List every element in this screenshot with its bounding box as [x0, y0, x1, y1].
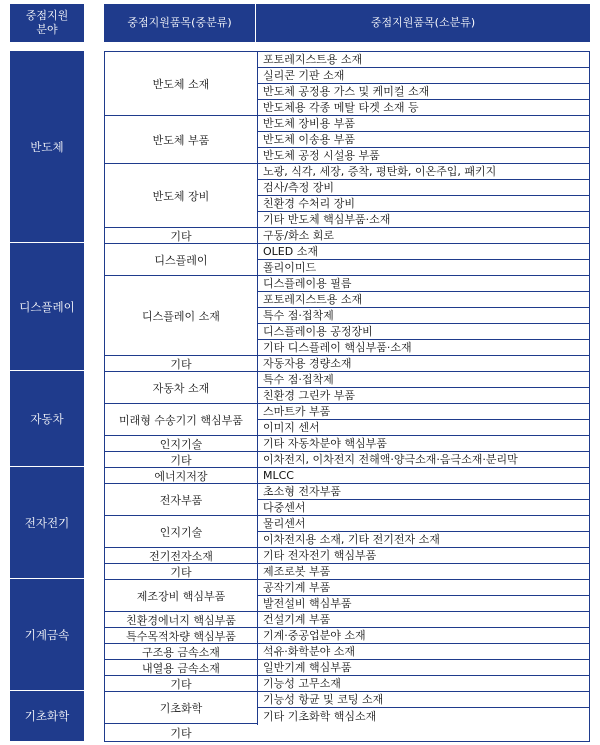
mid-cell: 내열용 금속소재: [105, 660, 257, 676]
sub-item: 제조로봇 부품: [257, 564, 589, 580]
field-label: 디스플레이: [19, 299, 75, 314]
field-cell-automobile: [10, 371, 84, 466]
mid-cell: 전기전자소재: [105, 548, 257, 564]
field-label: 반도체: [30, 139, 64, 154]
sub-item: 기계·중공업분야 소재: [257, 628, 589, 644]
sub-item: OLED 소재: [257, 244, 589, 260]
mid-cell: 자동차 소재: [105, 372, 257, 404]
field-cell-electronics: [10, 467, 84, 578]
field-label: 기초화학: [24, 709, 70, 723]
sub-item: 발전설비 핵심부품: [257, 596, 589, 612]
mid-cell: 기타: [105, 676, 257, 692]
sub-item: 공작기계 부품: [257, 580, 589, 596]
header-mid-label: 중점지원품목(중분류): [127, 16, 232, 30]
mid-cell: 구조용 금속소재: [105, 644, 257, 660]
mid-cell: 디스플레이 소재: [105, 276, 257, 356]
mid-cell: 기타: [105, 356, 257, 372]
sub-item: 친환경 수처리 장비: [257, 196, 589, 212]
sub-item: 기타 자동차분야 핵심부품: [257, 436, 589, 452]
sub-item: MLCC: [257, 468, 589, 484]
field-label: 자동차: [30, 411, 64, 426]
sub-item: 기타 기초화학 핵심소재: [257, 708, 589, 725]
sub-item: 기타 반도체 핵심부품·소재: [257, 212, 589, 228]
mid-cell: 디스플레이: [105, 244, 257, 276]
header-sub-label: 중점지원품목(소분류): [370, 16, 476, 30]
sub-item: 포토레지스트용 소재: [257, 292, 589, 308]
mid-cell: 기타: [170, 726, 192, 740]
sub-item: 노광, 식각, 세장, 증착, 평탄화, 이온주입, 패키지: [257, 164, 589, 180]
mid-cell: 에너지저장: [105, 468, 257, 484]
sub-item: 석유·화학분야 소재: [257, 644, 589, 660]
sub-item: 디스플레이용 공정장비: [257, 324, 589, 340]
sub-item: 구동/화소 회로: [257, 228, 589, 244]
mid-cell: 반도체 장비: [105, 164, 257, 228]
sub-item: 일반기계 핵심부품: [257, 660, 589, 676]
mid-cell: 기초화학: [105, 692, 257, 724]
sub-item: 친환경 그린카 부품: [257, 388, 589, 404]
field-cell-machinery: [10, 579, 84, 690]
sub-item: 특수 점·접착제: [257, 308, 589, 324]
sub-item: 자동자용 경량소재: [257, 356, 589, 372]
sub-item: 건설기계 부품: [257, 612, 589, 628]
field-cell-semiconductor: [10, 51, 84, 242]
sub-item: 반도체 이송용 부품: [257, 132, 589, 148]
mid-cell: 미래형 수송기기 핵심부품: [105, 404, 257, 436]
sub-item: 기타 전자전기 핵심부품: [257, 548, 589, 564]
mid-cell: 인지기술: [105, 436, 257, 452]
sub-item: 이차전지용 소재, 기타 전기전자 소재: [257, 532, 589, 548]
sub-item: 검사/측정 장비: [257, 180, 589, 196]
field-label: 기계금속: [24, 627, 70, 642]
sub-item: 반도체 공정 시설용 부품: [257, 148, 589, 164]
mid-cell: 기타: [105, 228, 257, 244]
sub-item: 특수 점·접착제: [257, 372, 589, 388]
mid-cell: 기타: [105, 564, 257, 580]
sub-item: 반도체용 각종 메탈 타겟 소재 등: [257, 100, 589, 116]
sub-item: 기타 디스플레이 핵심부품·소재: [257, 340, 589, 356]
header-field-label: 중점지원 분야: [25, 9, 69, 36]
mid-cell: 기타: [105, 452, 257, 468]
items-table: [104, 51, 590, 742]
mid-cell: 반도체 소재: [105, 52, 257, 116]
field-cell-display: [10, 243, 84, 370]
mid-cell: 전자부품: [105, 484, 257, 516]
mid-cell: 제조장비 핵심부품: [105, 580, 257, 612]
header-mid-cell: [104, 4, 256, 42]
sub-item: 디스플레이용 필름: [257, 276, 589, 292]
sub-item: 포토레지스트용 소재: [257, 52, 589, 68]
field-label: 전자전기: [24, 515, 70, 530]
sub-item: 다중센서: [257, 500, 589, 516]
sub-item: 스마트카 부품: [257, 404, 589, 420]
mid-cell: 특수목적차량 핵심부품: [105, 628, 257, 644]
mid-cell: 반도체 부품: [105, 116, 257, 164]
sub-item: 기능성 항균 및 코팅 소재: [257, 692, 589, 708]
sub-item: 반도체 공정용 가스 및 케미컬 소재: [257, 84, 589, 100]
header-field-cell: [10, 4, 84, 42]
sub-item: 초소형 전자부품: [257, 484, 589, 500]
sub-item: 실리콘 기판 소재: [257, 68, 589, 84]
sub-item: 물리센서: [257, 516, 589, 532]
sub-item: 이차전지, 이차전지 전해액·양극소재·음극소재·분리막: [257, 452, 589, 468]
sub-item: 이미지 센서: [257, 420, 589, 436]
sub-item: 반도체 장비용 부품: [257, 116, 589, 132]
mid-cell: 인지기술: [105, 516, 257, 548]
mid-cell: 친환경에너지 핵심부품: [105, 612, 257, 628]
sub-item: 폴리이미드: [257, 260, 589, 276]
header-sub-cell: [256, 4, 590, 42]
sub-item: 기능성 고무소재: [257, 676, 589, 692]
field-cell-basic-chemistry: [10, 691, 84, 741]
